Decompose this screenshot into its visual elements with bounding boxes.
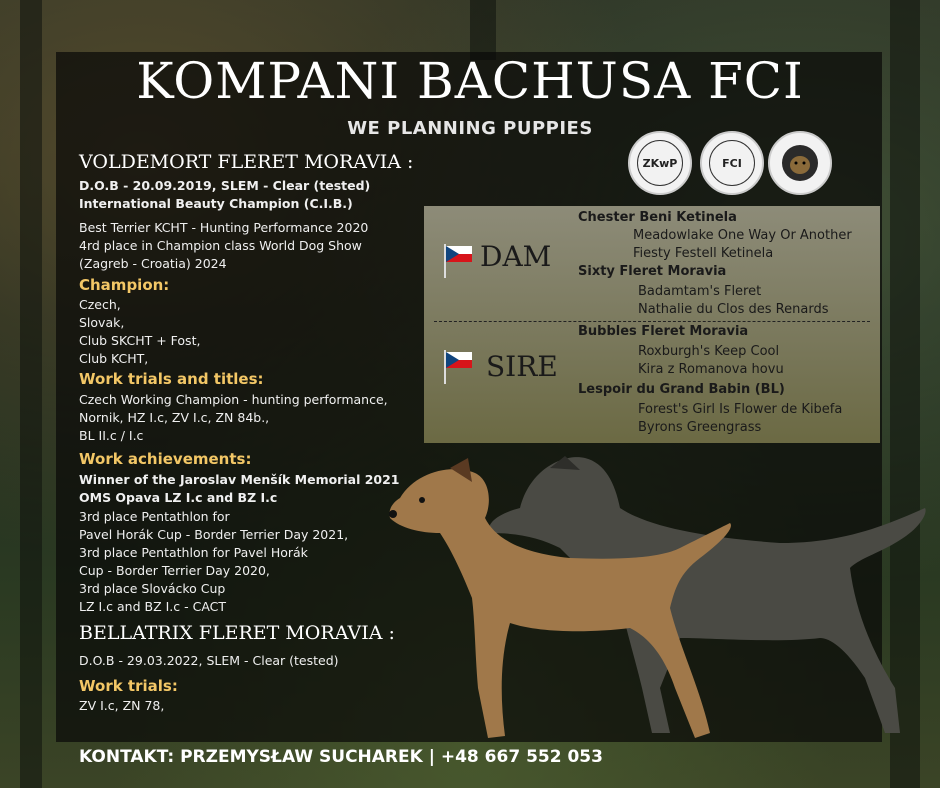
pedigree-parent: Lespoir du Grand Babin (BL) [578,382,785,397]
achievement-item: 3rd place Pentathlon for [79,509,230,524]
pedigree-label-dam: DAM [480,240,552,273]
achievement-item: LZ I.c and BZ I.c - CACT [79,599,227,614]
dog-title-cib: International Beauty Champion (C.I.B.) [79,196,353,211]
fci-logo-inner: FCI [709,140,755,186]
tree-trunk [470,0,496,60]
section-heading-work-trials: Work trials and titles: [79,370,264,388]
contact-info: KONTAKT: PRZEMYSŁAW SUCHAREK | +48 667 552 053 [79,747,603,767]
fci-logo-icon [700,131,764,195]
section-heading-champion: Champion: [79,276,170,294]
dog-name-voldemort: VOLDEMORT FLERET MORAVIA : [79,151,414,173]
zkwp-logo-icon [628,131,692,195]
zkwp-logo-inner: ZKwP [637,140,683,186]
work-item: BL II.c / I.c [79,428,144,443]
club-logo-icon [768,131,832,195]
champion-item: Club KCHT, [79,351,149,366]
pedigree-grandparent: Byrons Greengrass [638,420,762,435]
pedigree-grandparent: Fiesty Festell Ketinela [633,246,774,261]
achievement-line: 4rd place in Champion class World Dog Show [79,238,362,253]
page-subtitle: WE PLANNING PUPPIES [347,118,593,139]
achievement-item: 3rd place Slovácko Cup [79,581,226,596]
work-item: Czech Working Champion - hunting performance, [79,392,388,407]
pedigree-grandparent: Badamtam's Fleret [638,284,762,299]
achievement-line: Best Terrier KCHT - Hunting Performance 2020 [79,220,369,235]
border-terriers-illustration [380,448,940,758]
terrier-head-icon [780,143,820,183]
pedigree-divider [434,321,870,322]
dog-dob: D.O.B - 20.09.2019, SLEM - Clear (tested) [79,178,371,193]
pedigree-grandparent: Roxburgh's Keep Cool [638,344,780,359]
pedigree-parent: Sixty Fleret Moravia [578,264,727,279]
pedigree-grandparent: Forest's Girl Is Flower de Kibefa [638,402,843,417]
czech-flag-icon [446,246,472,262]
achievement-item: Pavel Horák Cup - Border Terrier Day 2021, [79,527,349,542]
pedigree-grandparent: Kira z Romanova hovu [638,362,784,377]
pedigree-label-sire: SIRE [486,350,558,383]
pedigree-grandparent: Meadowlake One Way Or Another [633,228,852,243]
work-item: Nornik, HZ I.c, ZV I.c, ZN 84b., [79,410,270,425]
page-title: KOMPANI BACHUSA FCI [136,52,804,110]
work-item: ZV I.c, ZN 78, [79,698,165,713]
achievement-item: 3rd place Pentathlon for Pavel Horák [79,545,308,560]
section-heading-work-trials: Work trials: [79,677,178,695]
pedigree-parent: Bubbles Fleret Moravia [578,324,749,339]
achievement-bold: OMS Opava LZ I.c and BZ I.c [79,490,278,505]
czech-flag-icon [446,352,472,368]
achievement-line: (Zagreb - Croatia) 2024 [79,256,227,271]
dog-name-bellatrix: BELLATRIX FLERET MORAVIA : [79,622,395,644]
section-heading-work-achievements: Work achievements: [79,450,252,468]
dog-dob: D.O.B - 29.03.2022, SLEM - Clear (tested) [79,653,339,668]
achievement-item: Cup - Border Terrier Day 2020, [79,563,270,578]
champion-item: Czech, [79,297,121,312]
champion-item: Club SKCHT + Fost, [79,333,201,348]
champion-item: Slovak, [79,315,125,330]
achievement-bold: Winner of the Jaroslav Menšík Memorial 2021 [79,472,400,487]
pedigree-grandparent: Nathalie du Clos des Renards [638,302,829,317]
pedigree-parent: Chester Beni Ketinela [578,210,737,225]
